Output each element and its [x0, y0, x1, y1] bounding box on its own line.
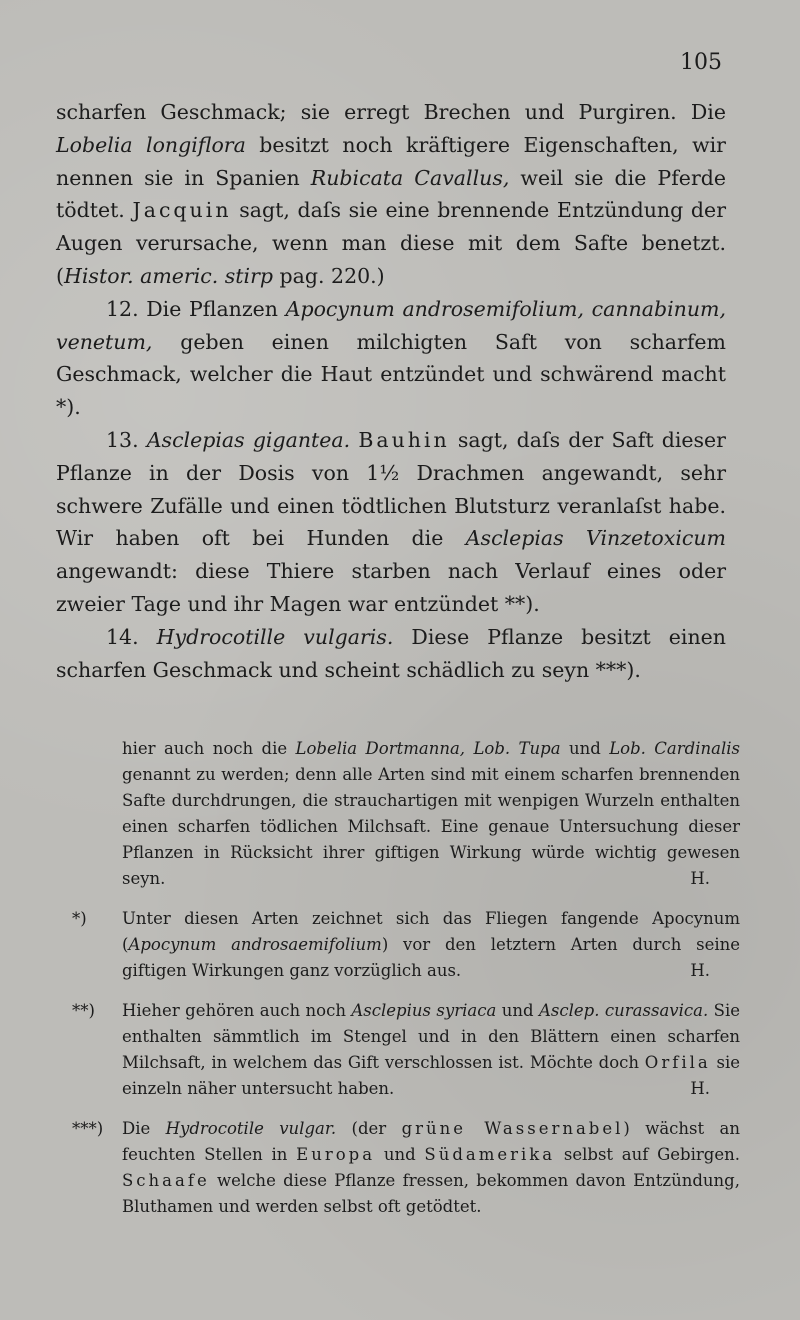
- text-run: hier auch noch die: [122, 739, 296, 758]
- species-name: Rubicata Cavallus,: [310, 165, 510, 190]
- text-run: und: [560, 739, 610, 758]
- text-run: Diese Pflanze besitzt einen scharfen Geschmack und scheint schädlich zu seyn ***).: [56, 624, 726, 682]
- text-run: geben einen milchigten Saft von scharfem Geschmack, welcher die Haut entzündet und schwärend macht *).: [56, 329, 726, 420]
- paragraph-13-asclepias: [56, 424, 726, 621]
- footnote-3: [72, 1116, 740, 1220]
- text-run: pag. 220.): [273, 263, 385, 288]
- footnotes: [72, 736, 740, 1220]
- footnote-marker: **): [72, 1001, 95, 1020]
- citation: Histor. americ. stirp: [64, 263, 274, 288]
- place-name: Südamerika: [424, 1145, 556, 1164]
- species-name: Hydrocotile vulgar.: [165, 1119, 337, 1138]
- paragraph-14-hydrocotille: [56, 621, 726, 687]
- main-text: [56, 96, 726, 686]
- text-run: sagt, daſs sie eine brennende Entzündung der Augen verursache, wenn man diese mit dem Safte benetzt. (: [56, 198, 726, 288]
- text-run: sagt, daſs der Saft dieser Pflanze in der Dosis von 1½ Drachmen angewandt, sehr schwere Zufälle und einen tödtlichen Blutsturz veranlaſst habe. Wir haben oft bei Hunden die: [56, 427, 726, 551]
- species-name: Asclepias gigantea.: [146, 427, 351, 452]
- text-run: 14.: [106, 624, 157, 649]
- text-run: genannt zu werden; denn alle Arten sind mit einem scharfen brennenden Safte durchdrungen, die strauchartigen mit wenpigen Wurzeln enthalten einen scharfen tödlichen Milchsaft. Eine genaue Untersuchung dieser Pflanzen in Rücksicht ihrer giftigen Wirkung würde wichtig gewesen seyn.: [122, 765, 740, 888]
- text-run: und: [375, 1145, 425, 1164]
- page-number: 105: [680, 50, 722, 75]
- author-name: Bauhin: [358, 427, 450, 452]
- text-run: selbst auf Gebirgen.: [555, 1145, 740, 1164]
- text-run: 13.: [106, 427, 147, 452]
- species-name: Apocynum androsemifolium, cannabinum, venetum,: [56, 296, 726, 354]
- text-run: Die: [122, 1119, 166, 1138]
- text-run: angewandt: diese Thiere starben nach Verlauf eines oder zweier Tage und ihr Magen war entzündet **).: [56, 559, 726, 616]
- species-name: Lob. Cardinalis: [609, 739, 740, 758]
- text-run: (der: [336, 1119, 402, 1138]
- footnote-signature: H.: [690, 1079, 710, 1098]
- text-run: besitzt noch kräftigere Eigenschaften, wir nennen sie in Spanien: [56, 132, 726, 190]
- footnote-signature: H.: [690, 869, 710, 888]
- species-name: Lobelia Dortmanna, Lob. Tupa: [295, 739, 561, 758]
- text-run: Sie enthalten sämmtlich im Stengel und in den Blättern einen scharfen Milchsaft, in welchem das Gift verschlossen ist. Möchte doch: [122, 1001, 740, 1072]
- text-run: sie einzeln näher untersucht haben.: [122, 1053, 740, 1098]
- author-name: Orfila: [644, 1053, 711, 1072]
- species-name: Lobelia longiflora: [56, 132, 246, 157]
- animal-name: Schaafe: [122, 1171, 210, 1190]
- footnote-continued: [72, 736, 740, 892]
- species-name: Asclepias Vinzetoxicum: [465, 526, 727, 551]
- footnote-signature: H.: [690, 961, 710, 980]
- footnote-marker: ***): [72, 1119, 104, 1138]
- text-run: scharfen Geschmack; sie erregt Brechen und Purgiren. Die: [56, 100, 726, 124]
- text-run: welche diese Pflanze fressen, bekommen davon Entzündung, Bluthamen und werden selbst oft getödtet.: [122, 1171, 740, 1216]
- text-run: Unter diesen Arten zeichnet sich das Fliegen fangende Apocynum (: [122, 909, 740, 954]
- text-run: ) wächst an feuchten Stellen in: [122, 1119, 740, 1164]
- text-run: ) vor den letztern Arten durch seine giftigen Wirkungen ganz vorzüglich aus.: [122, 935, 741, 980]
- footnote-1: [72, 906, 740, 984]
- common-name: grüne Wassernabel: [401, 1119, 624, 1138]
- place-name: Europa: [296, 1145, 376, 1164]
- author-name: Jacquin: [132, 198, 232, 223]
- paragraph-12-apocynum: [56, 293, 726, 424]
- text-run: weil sie die Pferde tödtet.: [56, 165, 726, 223]
- footnote-marker: *): [72, 909, 87, 928]
- paragraph-lobelia: [56, 96, 726, 293]
- text-run: 12. Die Pflanzen: [106, 296, 286, 321]
- species-name: Hydrocotille vulgaris.: [156, 624, 394, 649]
- footnote-2: [72, 998, 740, 1102]
- species-name: Asclepius syriaca: [351, 1001, 497, 1020]
- text-run: und: [496, 1001, 539, 1020]
- text-run: Hieher gehören auch noch: [122, 1001, 352, 1020]
- species-name: Apocynum androsaemifolium: [128, 935, 382, 954]
- species-name: Asclep. curassavica.: [539, 1001, 709, 1020]
